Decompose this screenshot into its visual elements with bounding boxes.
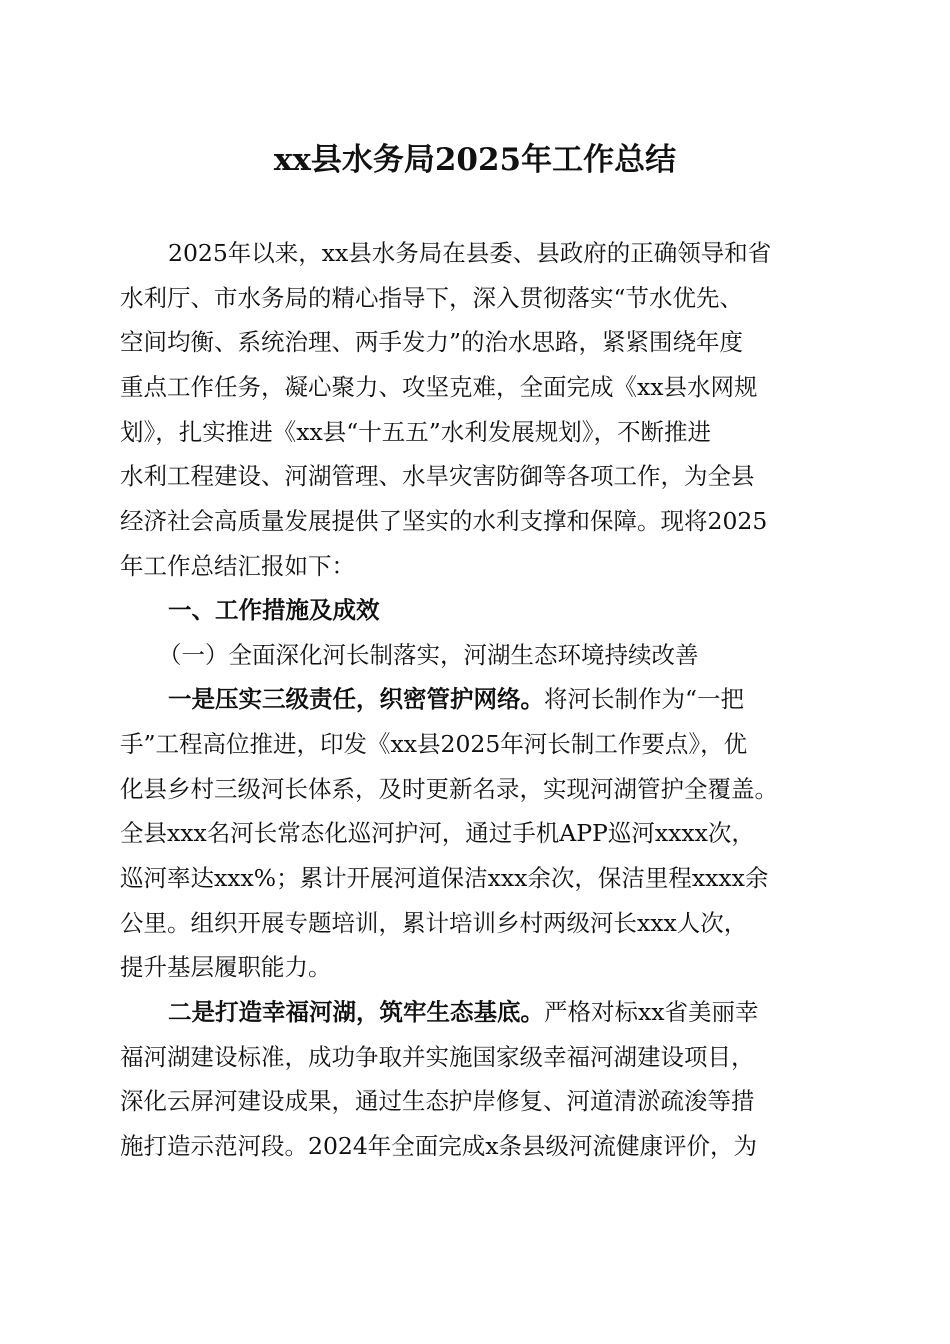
paragraph-2-line-4: 施打造示范河段。2024年全面完成x条县级河流健康评价，为 xyxy=(120,1132,758,1160)
paragraph-2-lead: 二是打造幸福河湖，筑牢生态基底。 xyxy=(168,998,544,1026)
intro-line-6: 水利工程建设、河湖管理、水旱灾害防御等各项工作，为全县 xyxy=(120,462,755,490)
paragraph-2-line-1 xyxy=(168,997,759,1027)
intro-line-5: 划》，扎实推进《xx县“十五五”水利发展规划》，不断推进 xyxy=(120,418,712,446)
paragraph-1-line-1 xyxy=(168,684,744,714)
intro-line-3: 空间均衡、系统治理、两手发力”的治水思路，紧紧围绕年度 xyxy=(120,328,744,356)
paragraph-2-first-rest: 严格对标xx省美丽幸 xyxy=(544,998,759,1026)
paragraph-2-line-2: 福河湖建设标准，成功争取并实施国家级幸福河湖建设项目， xyxy=(120,1043,755,1071)
paragraph-1-line-4: 全县xxx名河长常态化巡河护河，通过手机APP巡河xxxx次， xyxy=(120,819,755,847)
paragraph-1-line-5: 巡河率达xxx%；累计开展河道保洁xxx余次，保洁里程xxxx余 xyxy=(120,864,769,892)
intro-line-1: 2025年以来，xx县水务局在县委、县政府的正确领导和省 xyxy=(168,239,772,267)
intro-line-7: 经济社会高质量发展提供了坚实的水利支撑和保障。现将2025 xyxy=(120,507,768,535)
paragraph-1-first-rest: 将河长制作为“一把 xyxy=(544,685,745,713)
intro-line-4: 重点工作任务，凝心聚力、攻坚克难，全面完成《xx县水网规 xyxy=(120,373,758,401)
intro-line-2: 水利厅、市水务局的精心指导下，深入贯彻落实“节水优先、 xyxy=(120,284,744,312)
paragraph-1-lead: 一是压实三级责任，织密管护网络。 xyxy=(168,685,544,713)
document-title: xx县水务局2025年工作总结 xyxy=(273,142,677,178)
paragraph-1-line-6: 公里。组织开展专题培训，累计培训乡村两级河长xxx人次， xyxy=(120,909,748,937)
paragraph-1-line-7: 提升基层履职能力。 xyxy=(120,953,332,981)
paragraph-1-line-3: 化县乡村三级河长体系，及时更新名录，实现河湖管护全覆盖。 xyxy=(120,775,778,803)
paragraph-2-line-3: 深化云屏河建设成果，通过生态护岸修复、河道清淤疏浚等措 xyxy=(120,1087,755,1115)
intro-line-8: 年工作总结汇报如下： xyxy=(120,552,355,580)
subsection-heading: （一）全面深化河长制落实，河湖生态环境持续改善 xyxy=(158,641,699,669)
paragraph-1-line-2: 手”工程高位推进，印发《xx县2025年河长制工作要点》，优 xyxy=(120,730,748,758)
section-heading: 一、工作措施及成效 xyxy=(168,596,380,624)
